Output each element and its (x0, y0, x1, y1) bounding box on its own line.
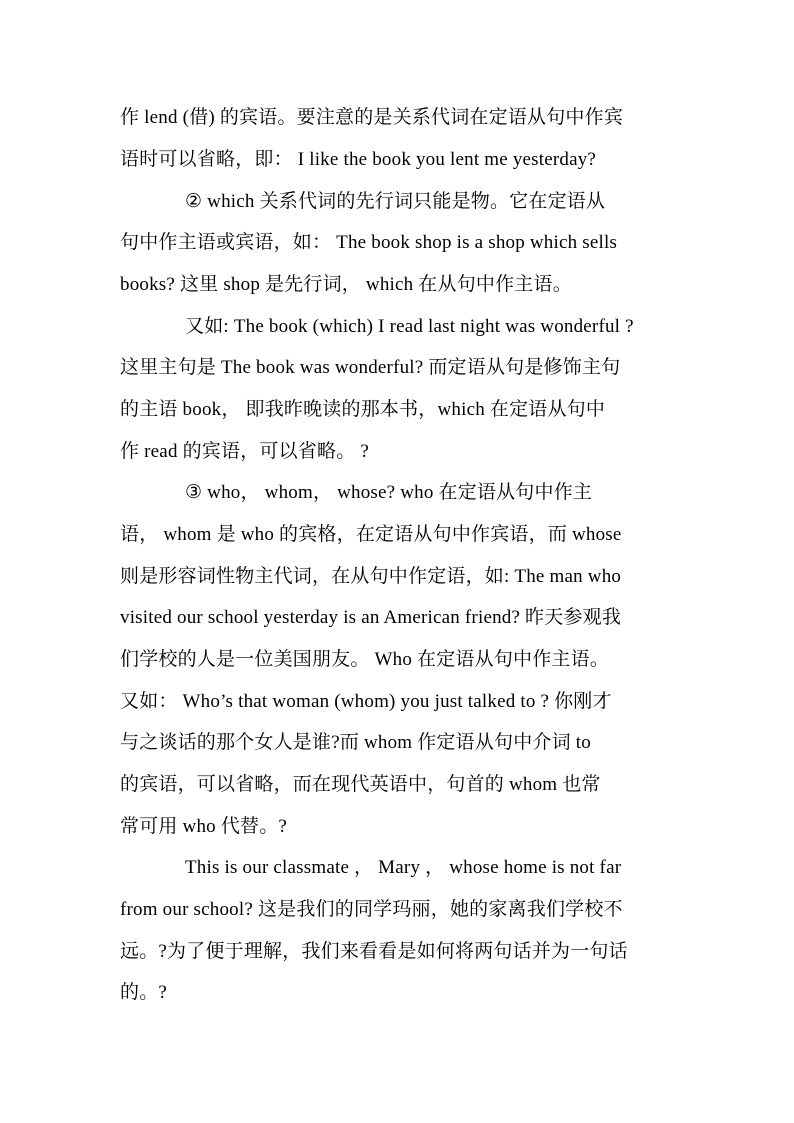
text-line: 作 read 的宾语，可以省略。 ? (120, 441, 369, 462)
text-line: 常可用 who 代替。? (120, 816, 288, 837)
text-line: 语时可以省略，即： I like the book you lent me yesterday? (120, 149, 597, 170)
text-line: 作 lend (借) 的宾语。要注意的是关系代词在定语从句中作宾 (120, 107, 624, 128)
text-line: 们学校的人是一位美国朋友。 Who 在定语从句中作主语。 (120, 649, 610, 670)
text-line: 又如: The book (which) I read last night was wonderful ? (185, 316, 634, 337)
text-line: 又如： Who’s that woman (whom) you just talked to ? 你刚才 (120, 691, 612, 712)
text-line: 与之谈话的那个女人是谁?而 whom 作定语从句中介词 to (120, 732, 591, 753)
text-line: 的。? (120, 982, 168, 1003)
text-line: This is our classmate ， Mary ， whose home is not far (185, 857, 622, 878)
text-line: ③ who， whom， whose? who 在定语从句中作主 (185, 482, 593, 503)
text-line: 这里主句是 The book was wonderful? 而定语从句是修饰主句 (120, 357, 621, 378)
text-line: books? 这里 shop 是先行词， which 在从句中作主语。 (120, 274, 572, 295)
text-line: visited our school yesterday is an American friend? 昨天参观我 (120, 607, 622, 628)
text-line: 的主语 book， 即我昨晚读的那本书，which 在定语从句中 (120, 399, 606, 420)
text-line: 的宾语，可以省略，而在现代英语中，句首的 whom 也常 (120, 774, 601, 795)
text-line: 语， whom 是 who 的宾格，在定语从句中作宾语，而 whose (120, 524, 622, 545)
text-line: 远。?为了便于理解，我们来看看是如何将两句话并为一句话 (120, 941, 628, 962)
text-line: 则是形容词性物主代词，在从句中作定语，如: The man who (120, 566, 622, 587)
text-line: ② which 关系代词的先行词只能是物。它在定语从 (185, 191, 606, 212)
text-line: 句中作主语或宾语，如： The book shop is a shop which sells (120, 232, 618, 253)
text-line: from our school? 这是我们的同学玛丽，她的家离我们学校不 (120, 899, 623, 920)
